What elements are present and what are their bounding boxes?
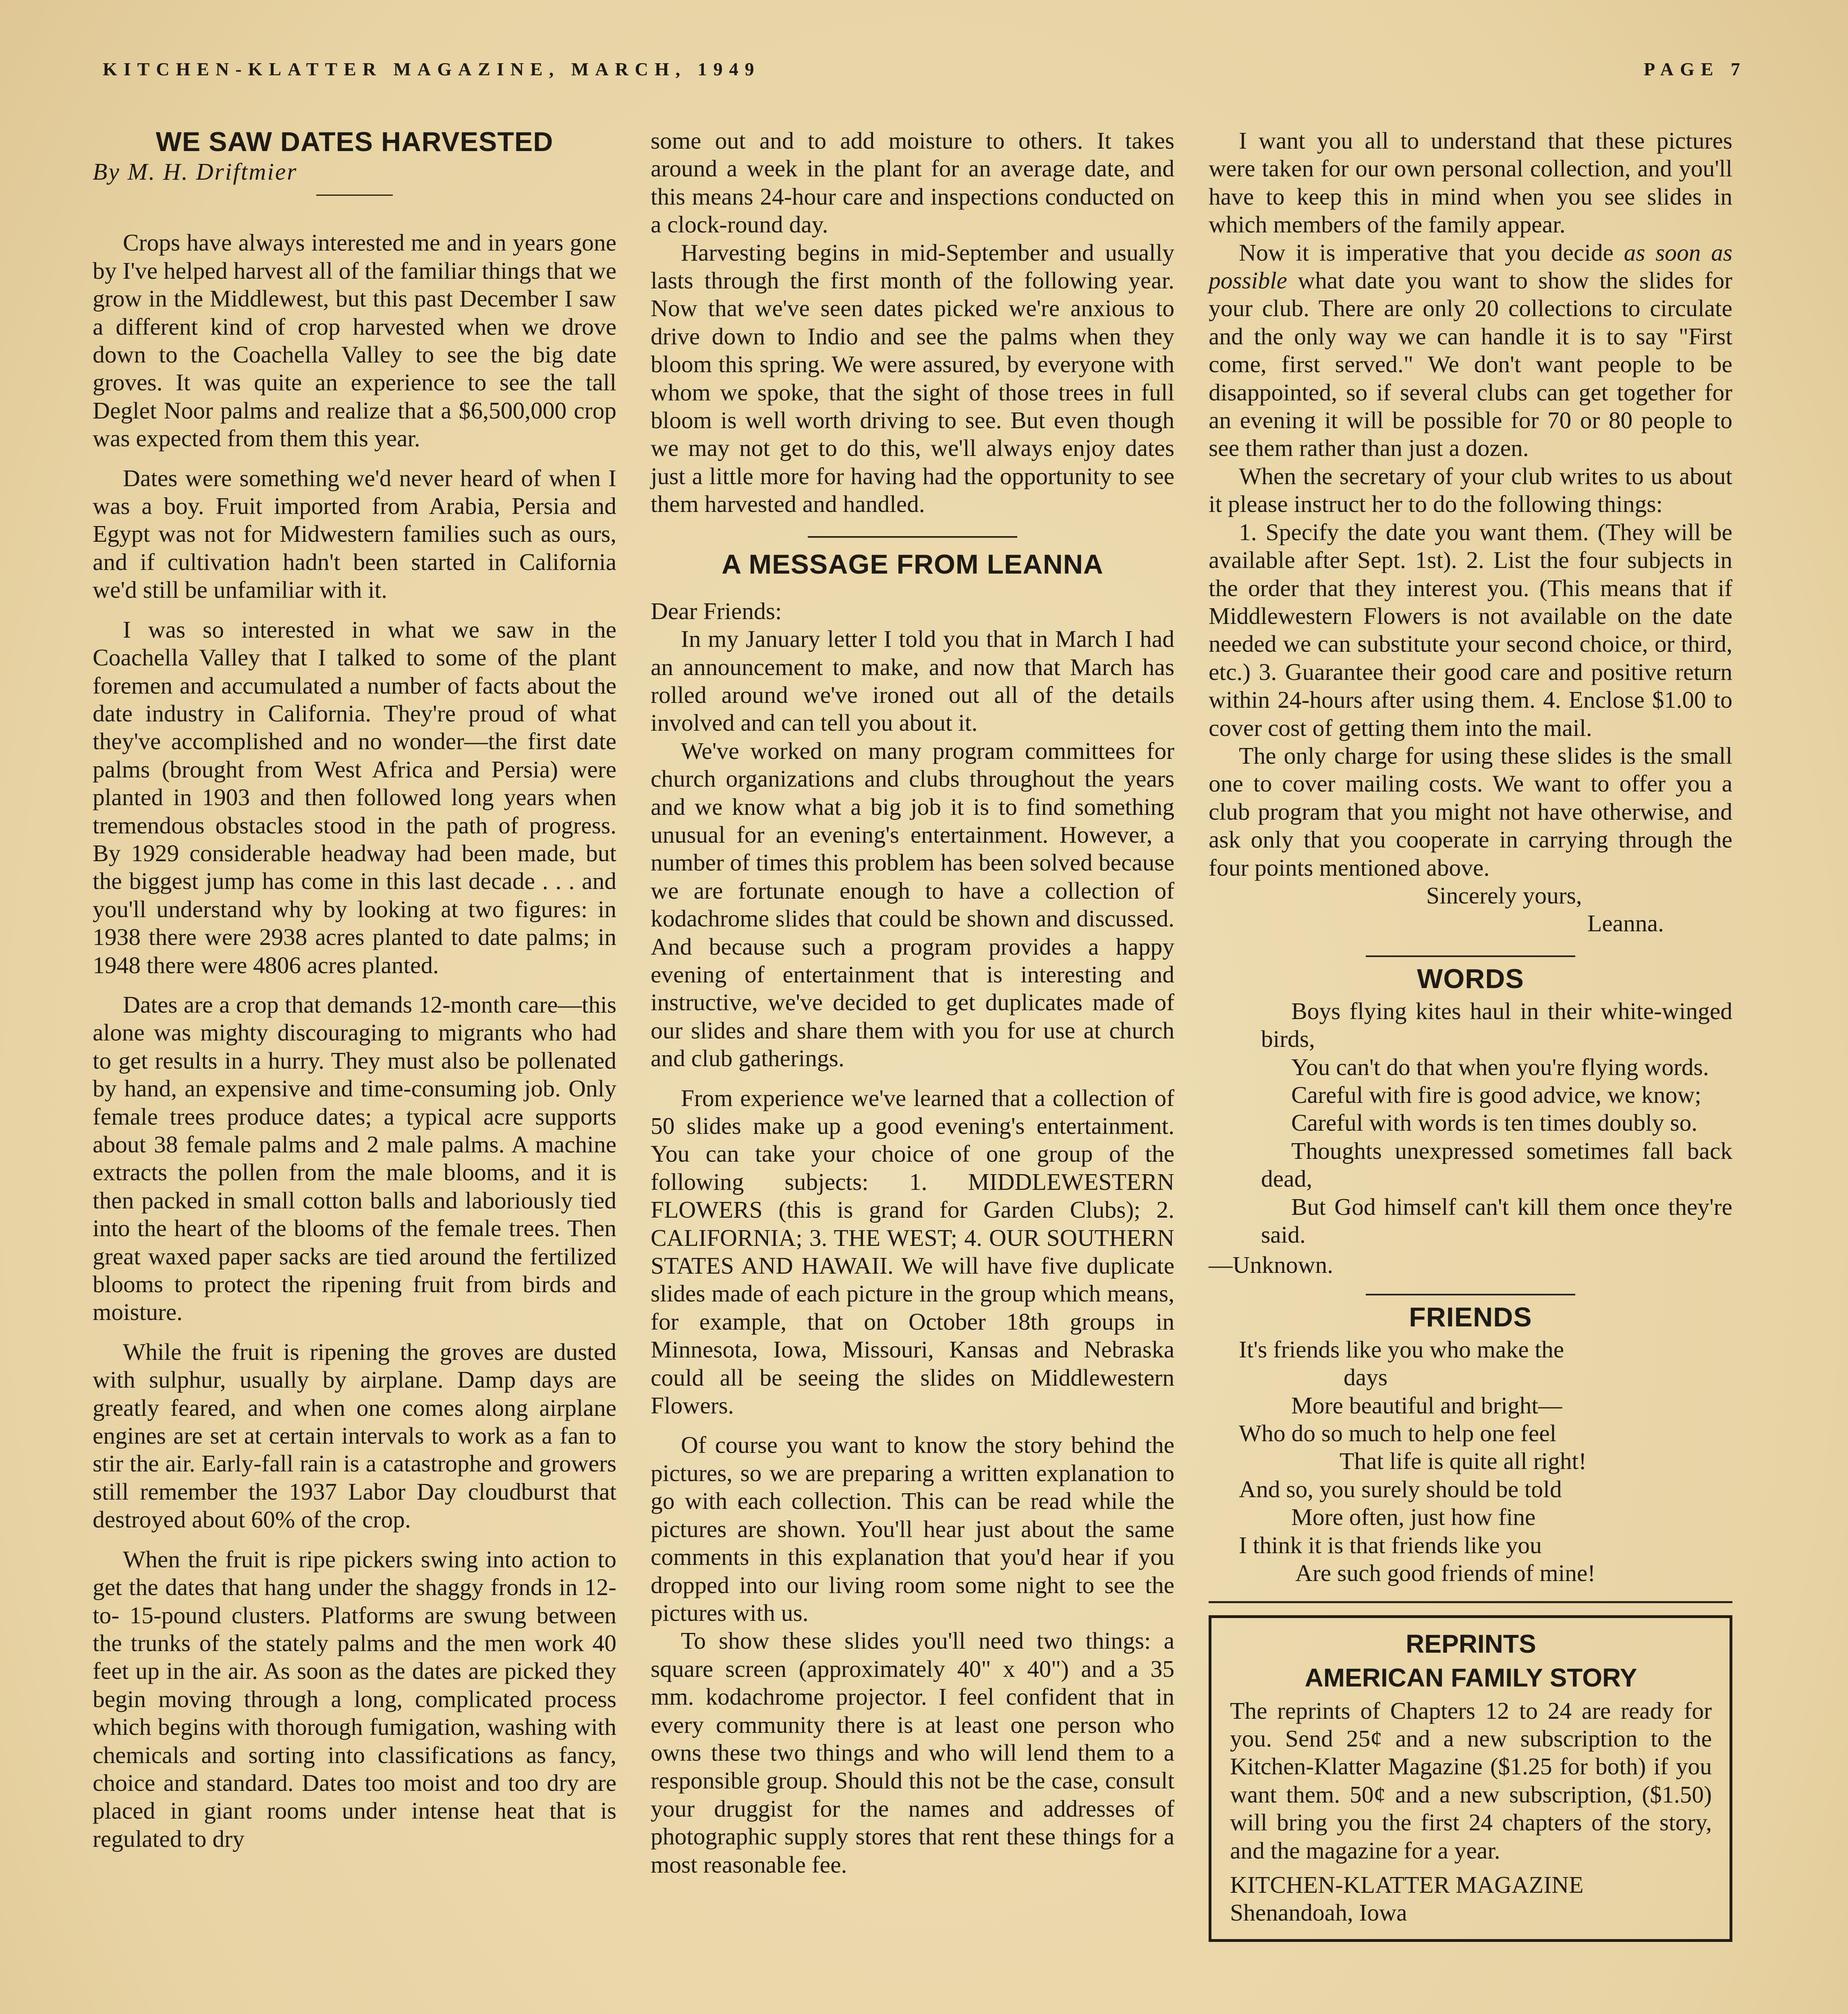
dates-paragraph: I was so interested in what we saw in the Coachella Valley that I talked to some of the plant foremen and accumulated a number of facts about the date industry in California. They're proud of what they've accomplished and no wonder—the first date palms (brought from West Africa and Persia) were planted in 1903 and then followed long years when tremendous obstacles stood in the path of progress. By 1929 considerable headway had been made, but the biggest jump has come in this last decade . . . and you'll understand why by looking at two figures: in 1938 there were 2938 acres planted to date palms; in 1948 there were 4806 acres planted. [93,616,616,978]
friends-poem-line: More often, just how fine [1291,1504,1536,1531]
friends-poem-line: That life is quite all right! [1340,1448,1587,1475]
words-author: —Unknown. [1209,1251,1334,1278]
byline-rule [316,195,393,196]
leanna-signature: Leanna. [1587,910,1664,937]
friends-title: FRIENDS [1409,1301,1532,1332]
section-rule [1366,955,1575,957]
running-head-title: KITCHEN-KLATTER MAGAZINE, MARCH, 1949 [103,59,761,79]
section-rule [1209,1601,1732,1603]
reprints-location: Shenandoah, Iowa [1230,1899,1407,1926]
friends-poem-line: Are such good friends of mine! [1295,1560,1596,1587]
leanna-paragraph [1209,239,1732,462]
words-poem-line: Careful with fire is good advice, we know; [1291,1082,1701,1108]
words-poem-line: But God himself can't kill them once they're said. [1261,1193,1732,1248]
leanna-paragraph: From experience we've learned that a collection of 50 slides make up a good evening's entertainment. You can take your choice of one group of the following subjects: 1. MIDDLEWESTERN FLOWERS (this is grand for Garden Clubs); 2. CALIFORNIA; 3. THE WEST; 4. OUR SOUTHERN STATES AND HAWAII. We will have five duplicate slides made of each picture in the group which means, for example, that on October 18th groups in Minnesota, Iowa, Missouri, Kansas and Nebraska could all be seeing the slides on Middlewestern Flowers. [651,1084,1174,1419]
page-number: PAGE 7 [1644,59,1746,79]
leanna-paragraph: In my January letter I told you that in March I had an announcement to make, and now that March has rolled around we've ironed out all of the details involved and can tell you about it. [651,626,1174,736]
words-poem-line: Boys flying kites haul in their white-winged birds, [1261,997,1732,1053]
leanna-paragraph: 1. Specify the date you want them. (They will be available after Sept. 1st). 2. List the four subjects in the order that they interest you. (This means that if Middlewestern Flowers is not available on the date needed we can substitute your second choice, or third, etc.) 3. Guarantee their good care and positive return within 24-hours after using them. 4. Enclose $1.00 to cover cost of getting them into the mail. [1209,518,1732,741]
dates-paragraph: Harvesting begins in mid-September and usually lasts through the first month of the following year. Now that we've seen dates picked we're anxious to drive down to Indio and see the palms when they bloom this spring. We were assured, by everyone with whom we spoke, that the sight of those trees in full bloom is well worth driving to see. But even though we may not get to do this, we'll always enjoy dates just a little more for having had the opportunity to see them harvested and handled. [651,239,1174,518]
reprints-org: KITCHEN-KLATTER MAGAZINE [1230,1871,1584,1898]
leanna-title: A MESSAGE FROM LEANNA [722,549,1103,580]
leanna-paragraph: The only charge for using these slides is the small one to cover mailing costs. We want to offer you a club program that you might not have otherwise, and ask only that you cooperate in carrying through the four points mentioned above. [1209,742,1732,881]
dates-paragraph: When the fruit is ripe pickers swing into action to get the dates that hang under the shaggy fronds in 12-to- 15-pound clusters. Platforms are swung between the trunks of the stately palms and the men work 40 feet up in the air. As soon as the dates are picked they begin moving through a long, complicated process which begins with thorough fumigation, washing with chemicals and sorting into classifications as fancy, choice and standard. Dates too moist and too dry are placed in giant rooms under intense heat that is regulated to dry [93,1546,616,1852]
friends-poem-line: More beautiful and bright— [1291,1392,1562,1419]
words-title: WORDS [1417,963,1524,994]
friends-poem-line: It's friends like you who make the [1239,1336,1564,1363]
reprints-title: REPRINTS [1406,1629,1536,1658]
leanna-emphasis: as soon as possible [1209,239,1732,294]
words-poem-line: You can't do that when you're flying words. [1291,1053,1709,1080]
leanna-salutation: Dear Friends: [651,597,782,624]
section-rule [808,536,1017,538]
dates-paragraph: While the fruit is ripening the groves are dusted with sulphur, usually by airplane. Damp days are greatly feared, and when one comes along airplane engines are set at certain intervals to work as a fan to stir the air. Early-fall rain is a catastrophe and growers still remember the 1937 Labor Day cloudburst that destroyed about 60% of the crop. [93,1338,616,1533]
words-poem-line: Thoughts unexpressed sometimes fall back dead, [1261,1137,1732,1192]
friends-poem-line: Who do so much to help one feel [1239,1420,1557,1447]
column-2 [651,127,1174,1879]
leanna-paragraph: I want you all to understand that these pictures were taken for our own personal collection, and you'll have to keep this in mind when you see slides in which members of the family appear. [1209,127,1732,238]
leanna-closing: Sincerely yours, [1426,882,1582,909]
friends-poem-line: days [1344,1364,1388,1391]
reprints-body: The reprints of Chapters 12 to 24 are ready for you. Send 25¢ and a new subscription to the Kitchen-Klatter Magazine ($1.25 for both) if you want them. 50¢ and a new subscription, ($1.50) will bring you the first 24 chapters of the story, and the magazine for a year. [1230,1697,1712,1864]
leanna-paragraph: To show these slides you'll need two things: a square screen (approximately 40" x 40") and a 35 mm. kodachrome projector. I feel confident that in every community there is at least one person who owns these two things and who will lend them to a responsible group. Should this not be the case, consult your druggist for the names and addresses of photographic supply stores that rent these things for a most reasonable fee. [651,1627,1174,1878]
leanna-paragraph: When the secretary of your club writes to us about it please instruct her to do the following things: [1209,462,1732,518]
dates-paragraph: some out and to add moisture to others. It takes around a week in the plant for an average date, and this means 24-hour care and inspections conducted on a clock-round day. [651,127,1174,238]
section-rule [1366,1294,1575,1295]
friends-poem-line: I think it is that friends like you [1239,1531,1542,1558]
dates-paragraph: Dates were something we'd never heard of when I was a boy. Fruit imported from Arabia, Persia and Egypt was not for Midwestern families such as ours, and if cultivation hadn't been started in California we'd still be unfamiliar with it. [93,464,616,603]
words-poem-line: Careful with words is ten times doubly so. [1291,1109,1698,1136]
dates-paragraph: Dates are a crop that demands 12-month care—this alone was mighty discouraging to migrants who had to get results in a hurry. They must also be pollenated by hand, an expensive and time-consuming job. Only female trees produce dates; a typical acre supports about 38 female palms and 2 male palms. A machine extracts the pollen from the male blooms, and it is then packed in small cotton balls and laboriously tied into the heart of the blooms of the female trees. Then great waxed paper sacks are tied around the fertilized blooms to protect the ripening fruit from birds and moisture. [93,991,616,1326]
leanna-paragraph: Of course you want to know the story behind the pictures, so we are preparing a written explanation to go with each collection. This can be read while the pictures are shown. You'll hear just about the same comments in this explanation that you'd hear if you dropped into our living room some night to see the pictures with us. [651,1432,1174,1626]
friends-poem-line: And so, you surely should be told [1239,1475,1562,1502]
leanna-paragraph: We've worked on many program committees for church organizations and clubs throughout the years and we know what a big job it is to find something unusual for an evening's entertainment. However, a number of times this problem has been solved because we are fortunate enough to have a collection of kodachrome slides that could be shown and discussed. And because such a program provides a happy evening of entertainment that is interesting and instructive, we've decided to get duplicates made of our slides and share them with you for use at church and club gatherings. [651,737,1174,1072]
reprints-box [1209,1615,1732,1942]
dates-article-title: WE SAW DATES HARVESTED [156,126,554,157]
dates-paragraph: Crops have always interested me and in years gone by I've helped harvest all of the familiar things that we grow in the Middlewest, but this past December I saw a different kind of crop harvested when we drove down to the Coachella Valley to see the big date groves. It was quite an experience to see the tall Deglet Noor palms and realize that a $6,500,000 crop was expected from them this year. [93,229,616,452]
leanna-text: Now it is imperative that you decide [1239,239,1624,266]
leanna-text: what date you want to show the slides for your club. There are only 20 collections to circulate and the only way we can handle it is to say "First come, first served." We don't want people to be disappointed, so if several clubs can get together for an evening it will be possible for 70 or 80 people to see them rather than just a dozen. [1209,267,1732,462]
column-3 [1209,127,1732,1942]
column-1 [93,127,616,1853]
reprints-subtitle: AMERICAN FAMILY STORY [1305,1663,1637,1692]
running-head [103,58,1746,83]
dates-article-byline: By M. H. Driftmier [93,158,298,185]
